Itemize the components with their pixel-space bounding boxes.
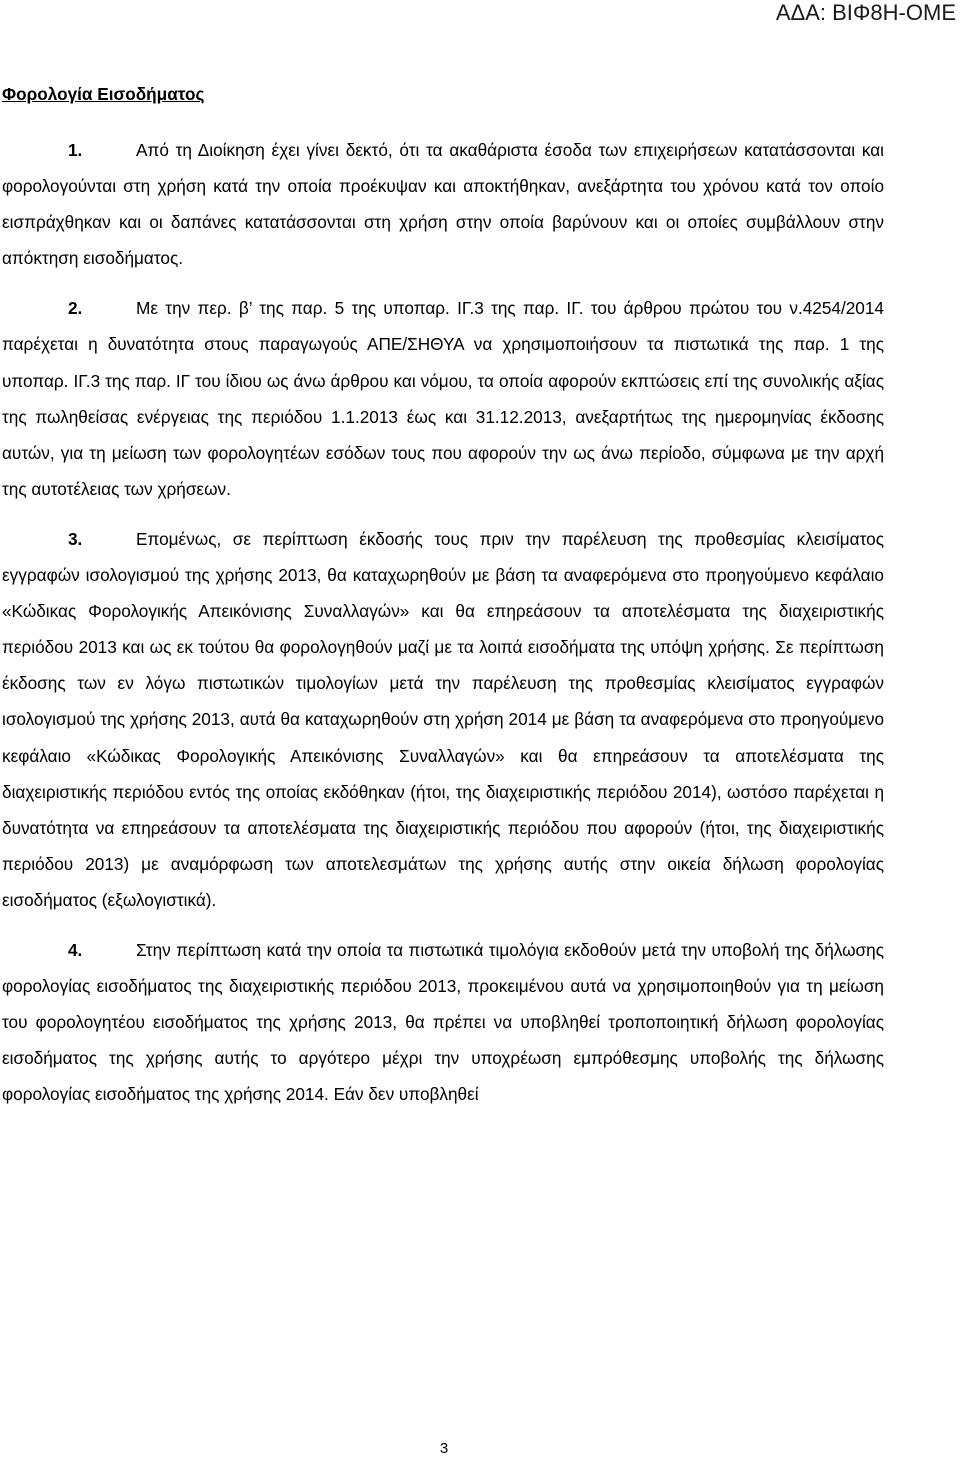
page-number: 3 xyxy=(439,1440,449,1457)
paragraph-2 xyxy=(2,290,884,507)
paragraph-text: Από τη Διοίκηση έχει γίνει δεκτό, ότι τα ακαθάριστα έσοδα των επιχειρήσεων κατατάσσονται και φορολογούνται στη χρήση κατά την οποία προέκυψαν και αποκτήθηκαν, ανεξάρτητα του χρόνου κατά τον οποίο εισπράχθηκαν και οι δαπάνες κατατάσσονται στη χρήση στην οποία βαρύνουν και οι οποίες συμβάλλουν στην απόκτηση εισοδήματος. xyxy=(2,140,884,269)
document-body xyxy=(2,80,884,1126)
paragraph-number: 1. xyxy=(68,140,83,160)
section-title: Φορολογία Εισοδήματος xyxy=(2,84,205,104)
ada-code: ΑΔΑ: ΒΙΦ8Η-ΟΜΕ xyxy=(775,0,956,25)
paragraph-number: 2. xyxy=(68,298,83,319)
paragraph-4 xyxy=(2,932,884,1112)
paragraph-text: Επομένως, σε περίπτωση έκδοσής τους πριν την παρέλευση της προθεσμίας κλεισίματος εγγραφών ισολογισμού της χρήσης 2013, θα καταχωρηθούν με βάση τα αναφερόμενα στο προηγούμενο κεφάλαιο «Κώδικας Φορολογικής Απεικόνισης Συναλλαγών» και θα επηρεάσουν τα αποτελέσματα της διαχειριστικής περιόδου 2013 και ως εκ τούτου θα φορολογηθούν μαζί με τα λοιπά εισοδήματα της υπόψη χρήσης. Σε περίπτωση έκδοσης των εν λόγω πιστωτικών τιμολογίων μετά την παρέλευση της προθεσμίας κλεισίματος εγγραφών ισολογισμού της χρήσης 2013, αυτά θα καταχωρηθούν στη χρήση 2014 με βάση τα αναφερόμενα στο προηγούμενο κεφάλαιο «Κώδικας Φορολογικής Απεικόνισης Συναλλαγών» και θα επηρεάσουν τα αποτελέσματα της διαχειριστικής περιόδου εντός της οποίας εκδόθηκαν (ήτοι, της διαχειριστικής περιόδου 2014), ωστόσο παρέχεται η δυνατότητα να επηρεάσουν τα αποτελέσματα της διαχειριστικής περιόδου που αφορούν (ήτοι, της διαχειριστικής περιόδου 2013) με αναμόρφωση των αποτελεσμάτων της χρήσης αυτής στην οικεία δήλωση φορολογίας εισοδήματος (εξωλογιστικά). xyxy=(2,528,884,910)
paragraph-3 xyxy=(2,521,884,918)
paragraph-number: 3. xyxy=(68,528,83,549)
paragraph-text: Στην περίπτωση κατά την οποία τα πιστωτικά τιμολόγια εκδοθούν μετά την υποβολή της δήλωσης φορολογίας εισοδήματος της διαχειριστικής περιόδου 2013, προκειμένου αυτά να χρησιμοποιηθούν για τη μείωση του φορολογητέου εισοδήματος της χρήσης 2013, θα πρέπει να υποβληθεί τροποποιητική δήλωση φορολογίας εισοδήματος της χρήσης αυτής το αργότερο μέχρι την υποχρέωση εμπρόθεσμης υποβολής της δήλωσης φορολογίας εισοδήματος της χρήσης 2014. Εάν δεν υποβληθεί xyxy=(2,939,884,1105)
paragraph-1 xyxy=(2,132,884,276)
paragraph-number: 4. xyxy=(68,939,83,960)
paragraph-text: Με την περ. β’ της παρ. 5 της υποπαρ. ΙΓ.3 της παρ. ΙΓ. του άρθρου πρώτου του ν.4254/2014 παρέχεται η δυνατότητα στους παραγωγούς ΑΠΕ/ΣΗΘΥΑ να χρησιμοποιήσουν τα πιστωτικά της παρ. 1 της υποπαρ. ΙΓ.3 της παρ. ΙΓ του ίδιου ως άνω άρθρου και νόμου, τα οποία αφορούν εκπτώσεις επί της συνολικής αξίας της πωληθείσας ενέργειας της περιόδου 1.1.2013 έως και 31.12.2013, ανεξαρτήτως της ημερομηνίας έκδοσης αυτών, για τη μείωση των φορολογητέων εσόδων τους που αφορούν την ως άνω περίοδο, σύμφωνα με την αρχή της αυτοτέλειας των χρήσεων. xyxy=(2,298,884,499)
